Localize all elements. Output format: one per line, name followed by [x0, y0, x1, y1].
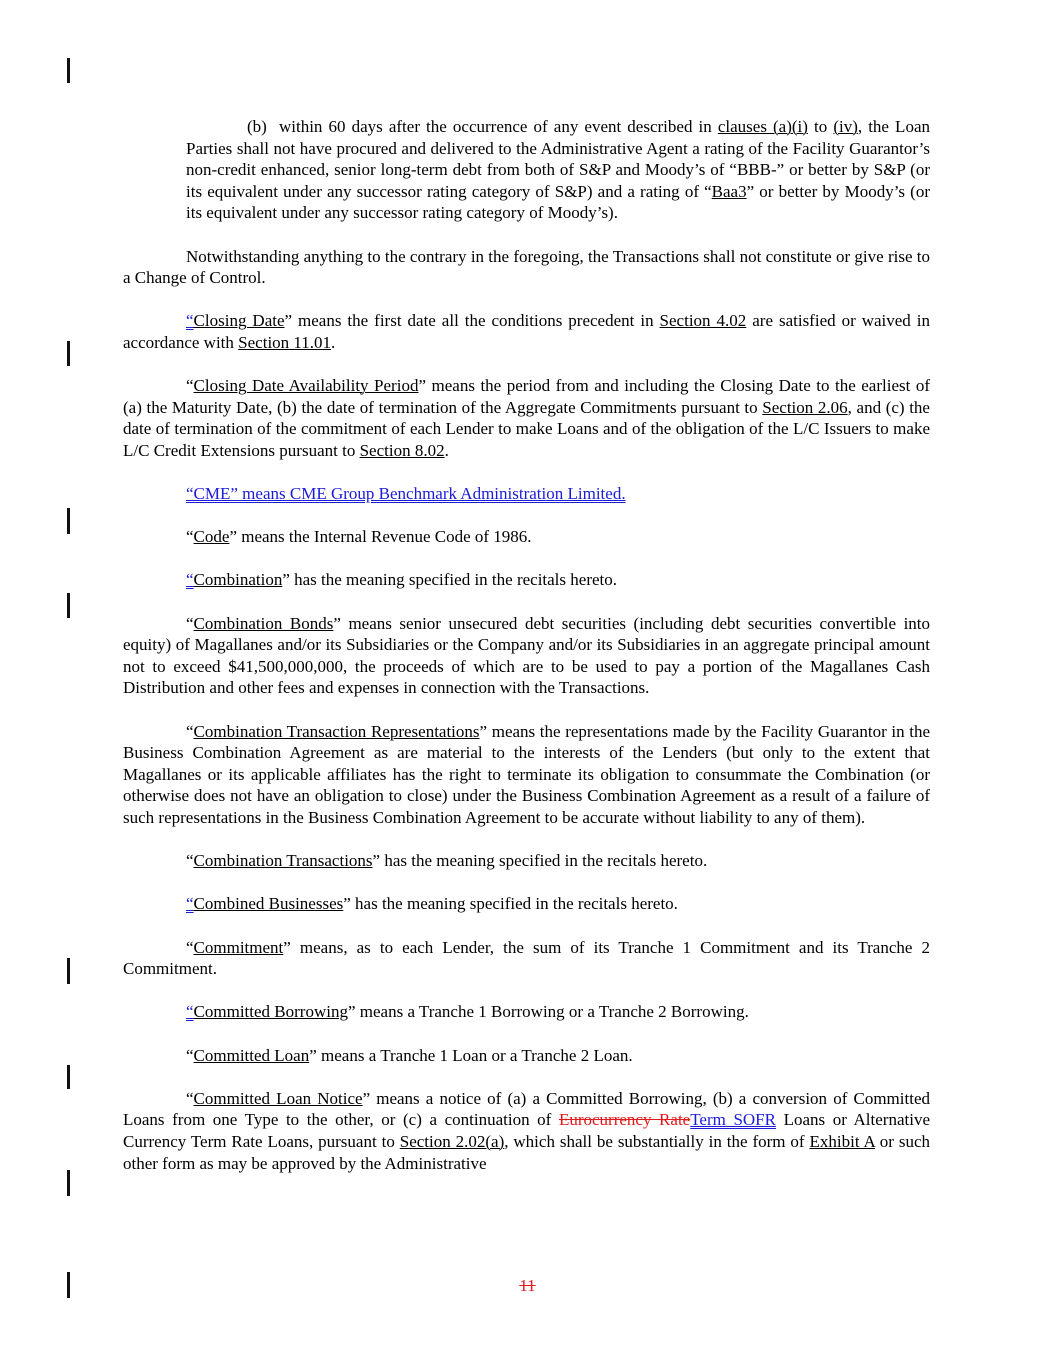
- text-run: “: [186, 527, 194, 547]
- text-run: .: [444, 440, 449, 460]
- underlined-term: Combination: [193, 570, 283, 590]
- text-run: ” means a Tranche 1 Loan or a Tranche 2 Loan.: [309, 1045, 633, 1065]
- text-run: “: [186, 613, 194, 633]
- text-run: or such other form as may be approved by the Administrative: [123, 1131, 930, 1173]
- definition-closing-date: [123, 310, 930, 353]
- underlined-term: Section 8.02: [359, 440, 445, 460]
- revision-change-bar: [67, 508, 70, 534]
- text-run: “: [186, 1045, 194, 1065]
- text-run: “: [186, 937, 194, 957]
- text-run: , the Loan Parties shall not have procured and delivered to the Administrative Agent a rating of the Facility Guarantor’s non-credit enhanced, senior long-term debt from both of S&P and Moody’s of “BBB-” or better by S&P (or its equivalent under any successor rating category of S&P) and a rating of “: [186, 117, 930, 201]
- definition-code: [123, 526, 930, 548]
- deleted-text: Eurocurrency Rate: [558, 1110, 691, 1130]
- underlined-term: clauses (a)(i): [717, 117, 808, 136]
- revision-change-bar: [67, 341, 70, 366]
- inserted-text: “: [186, 894, 194, 914]
- text-run: ” means the first date all the conditions precedent in: [284, 311, 660, 331]
- revision-change-bar: [67, 1065, 70, 1089]
- definition-combination: [123, 569, 930, 591]
- text-run: ” means, as to each Lender, the sum of its Tranche 1 Commitment and its Tranche 2 Commitment.: [123, 937, 930, 979]
- text-run: .: [331, 332, 336, 352]
- underlined-term: Section 2.06: [762, 397, 848, 417]
- text-run: “: [186, 1088, 194, 1108]
- definition-combination-transactions: [123, 850, 930, 872]
- text-run: to: [807, 117, 834, 136]
- text-run: , and (c) the date of termination of the commitment of each Lender to make Loans and of the obligation of the L/C Issuers to make L/C Credit Extensions pursuant to: [123, 397, 930, 460]
- text-run: ” has the meaning specified in the recitals hereto.: [343, 894, 678, 914]
- definition-committed-borrowing: [123, 1001, 930, 1023]
- document-body: [123, 116, 930, 1196]
- definition-cme: [123, 483, 930, 505]
- definition-closing-date-availability-period: [123, 375, 930, 461]
- revision-change-bar: [67, 958, 70, 984]
- text-run: (b) within 60 days after the occurrence of any event described in: [247, 117, 718, 136]
- underlined-term: (iv): [833, 117, 858, 136]
- underlined-term: Combined Businesses: [193, 894, 344, 914]
- underlined-term: Committed Loan Notice: [193, 1088, 363, 1108]
- inserted-text: Term SOFR: [690, 1110, 776, 1130]
- definition-committed-loan: [123, 1045, 930, 1067]
- revision-change-bar: [67, 593, 70, 618]
- underlined-term: Combination Bonds: [193, 613, 334, 633]
- text-run: ” means the representations made by the Facility Guarantor in the Business Combination Agreement as are material to the interests of the Lenders (but only to the extent that Magallanes or its applicable affiliates has the right to terminate its obligation to consummate the Combination (or otherwise does not have an obligation to close) under the Business Combination Agreement as a result of a failure of such representations in the Business Combination Agreement to be accurate without liability to any of them).: [123, 721, 930, 827]
- inserted-text: “: [186, 311, 194, 331]
- text-run: ” means senior unsecured debt securities (including debt securities convertible into equity) of Magallanes and/or its Subsidiaries or the Company and/or its Subsidiaries in an aggregate principal amount not to exceed $41,500,000,000, the proceeds of which are to be used to pay a portion of the Magallanes Cash Distribution and other fees and expenses in connection with the Transactions.: [123, 613, 931, 698]
- underlined-term: Baa3: [711, 181, 747, 201]
- text-run: ” has the meaning specified in the recitals hereto.: [372, 851, 708, 871]
- definition-combination-transaction-representations: [123, 721, 930, 829]
- text-run: ” has the meaning specified in the recitals hereto.: [282, 570, 617, 590]
- underlined-term: Code: [193, 527, 230, 547]
- underlined-term: Closing Date: [193, 311, 285, 331]
- revision-change-bar: [67, 58, 70, 83]
- text-run: Notwithstanding anything to the contrary in the foregoing, the Transactions shall not constitute or give rise to a Change of Control.: [123, 246, 930, 288]
- notwithstanding-paragraph: [123, 246, 930, 289]
- underlined-term: Combination Transaction Representations: [193, 721, 480, 741]
- definition-committed-loan-notice: [123, 1088, 930, 1174]
- text-run: Loans or Alternative Currency Term Rate Loans, pursuant to: [123, 1110, 930, 1151]
- page-number-deleted-text: 11: [519, 1276, 536, 1295]
- underlined-term: Section 2.02(a): [399, 1131, 505, 1151]
- text-run: “: [186, 721, 194, 741]
- text-run: ” means the period from and including the Closing Date to the earliest of (a) the Maturity Date, (b) the date of termination of the Aggregate Commitments pursuant to: [123, 376, 930, 417]
- inserted-text: “CME” means CME Group Benchmark Administration Limited.: [186, 484, 626, 504]
- text-run: , which shall be substantially in the form of: [504, 1131, 810, 1151]
- page-number: [0, 1276, 1055, 1296]
- underlined-term: Section 4.02: [659, 311, 747, 331]
- text-run: ” or better by Moody’s (or its equivalent under any successor rating category of Moody’s).: [186, 181, 930, 223]
- underlined-term: Committed Borrowing: [193, 1002, 348, 1022]
- revision-change-bar: [67, 1170, 70, 1196]
- inserted-text: “: [186, 570, 194, 590]
- underlined-term: Closing Date Availability Period: [193, 376, 419, 396]
- text-run: “: [186, 376, 194, 396]
- underlined-term: Combination Transactions: [193, 851, 373, 871]
- inserted-text: “: [186, 1002, 194, 1022]
- text-run: ” means a Tranche 1 Borrowing or a Tranche 2 Borrowing.: [347, 1002, 749, 1022]
- underlined-term: Commitment: [193, 937, 284, 957]
- text-run: “: [186, 851, 194, 871]
- definition-combination-bonds: [123, 613, 930, 699]
- underlined-term: Section 11.01: [238, 332, 332, 352]
- definition-commitment: [123, 937, 930, 980]
- text-run: are satisfied or waived in accordance with: [123, 311, 930, 352]
- definition-combined-businesses: [123, 893, 930, 915]
- text-run: ” means the Internal Revenue Code of 1986.: [229, 527, 532, 547]
- underlined-term: Exhibit A: [809, 1131, 875, 1151]
- underlined-term: Committed Loan: [193, 1045, 310, 1065]
- text-run: ” means a notice of (a) a Committed Borrowing, (b) a conversion of Committed Loans from one Type to the other, or (c) a continuation of: [123, 1088, 930, 1130]
- clause-b-rating-paragraph: [186, 116, 930, 224]
